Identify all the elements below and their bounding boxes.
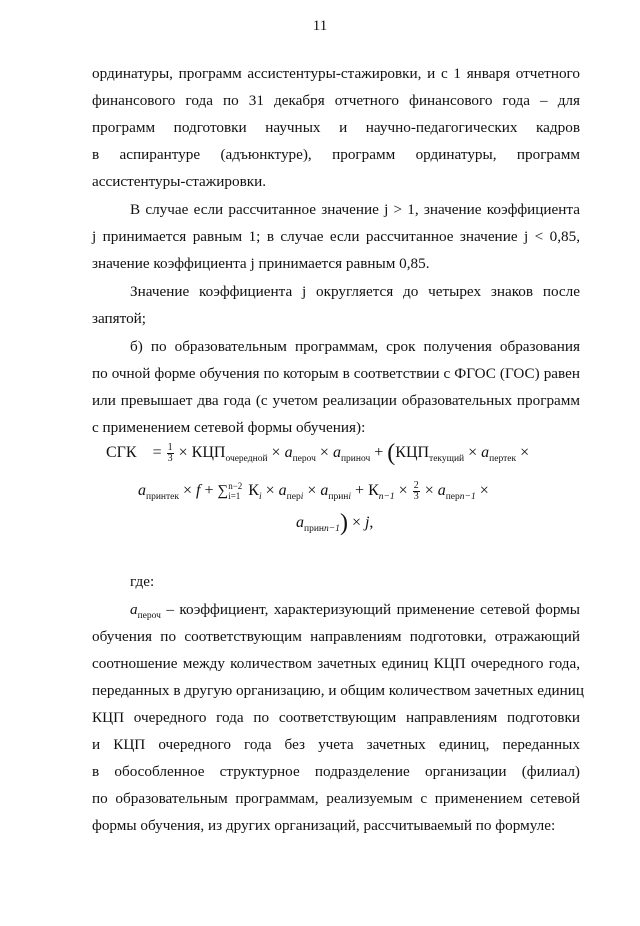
paragraph-1-line-5: ассистентуры-стажировки. bbox=[92, 173, 267, 190]
paragraph-4-line-2: по очной форме обучения по которым в соответствии с ФГОС (ГОС) равен bbox=[92, 365, 580, 382]
formula-lhs: СГК bbox=[106, 444, 137, 461]
formula-eq: = bbox=[152, 444, 162, 461]
definition-term-subscript: пероч bbox=[137, 611, 161, 621]
formula-fraction-one-third: $\frac{1}{3}$ bbox=[167, 441, 173, 464]
definition-line-6: и КЦП очередного года без учета зачетных единиц, переданных bbox=[92, 736, 580, 753]
definition-line-1: $a_{пероч}$ – коэффициент, характеризующий применение сетевой формы bbox=[130, 601, 580, 621]
formula-line-2: $a_{принтек} \times f$ + ∑ n−2 i=1 $К_i \times a_{перi} \times a_{принi} + К_{n-1}$ × $\frac{2}{3}$ × $a_{перn-1}$ × bbox=[138, 479, 489, 502]
page-number: 11 bbox=[312, 18, 328, 34]
paragraph-3-line-1: Значение коэффициента j округляется до четырех знаков после bbox=[130, 283, 580, 300]
paragraph-1-line-1: ординатуры, программ ассистентуры-стажировки, и с 1 января отчетного bbox=[92, 65, 580, 82]
formula-fraction-two-thirds: $\frac{2}{3}$ bbox=[413, 479, 419, 502]
paragraph-2-line-2: j принимается равным 1; в случае если рассчитанное значение j < 0,85, bbox=[92, 228, 580, 245]
formula-line-1: СГК = $\frac{1}{3}$ × $КЦП_{очередной} \times a_{пероч} \times a_{приноч} + (КЦП_{текущий} \times a_{пертек}$ × bbox=[106, 440, 530, 466]
paragraph-1-line-3: программ подготовки научных и научно-педагогических кадров bbox=[92, 119, 580, 136]
definition-line-8: по образовательным программам, реализуемым с применением сетевой bbox=[92, 790, 580, 807]
paragraph-2-line-1: В случае если рассчитанное значение j > 1, значение коэффициента bbox=[130, 201, 580, 218]
paragraph-1-line-2: финансового года по 31 декабря отчетного финансового года – для bbox=[92, 92, 580, 109]
definition-line-5: КЦП очередного года по соответствующим направлениям подготовки bbox=[92, 709, 580, 726]
definition-line-3: соотношение между количеством зачетных единиц КЦП очередного года, bbox=[92, 655, 580, 672]
definition-term-symbol: a bbox=[130, 601, 138, 618]
definition-line-2: обучения по соответствующим направлениям подготовки, отражающий bbox=[92, 628, 580, 645]
paragraph-3-line-2: запятой; bbox=[92, 310, 147, 327]
definition-line-9: формы обучения, из других организаций, рассчитываемый по формуле: bbox=[92, 817, 556, 834]
paragraph-4-line-1: б) по образовательным программам, срок получения образования bbox=[130, 338, 580, 355]
paragraph-1-line-4: в аспирантуре (адъюнктуре), программ ординатуры, программ bbox=[92, 146, 580, 163]
paragraph-4-line-4: с применением сетевой формы обучения): bbox=[92, 419, 366, 436]
paragraph-4-line-3: или превышает два года (с учетом реализации образовательных программ bbox=[92, 392, 580, 409]
definition-line-4: переданных в другую организацию, и общим количеством зачетных единиц bbox=[92, 682, 585, 699]
paragraph-2-line-3: значение коэффициента j принимается равным 0,85. bbox=[92, 255, 430, 272]
formula-line-3: $a_{принn-1}) \times j$, bbox=[296, 510, 374, 536]
definition-line-7: в обособленное структурное подразделение организации (филиал) bbox=[92, 763, 580, 780]
where-label: где: bbox=[130, 573, 155, 590]
